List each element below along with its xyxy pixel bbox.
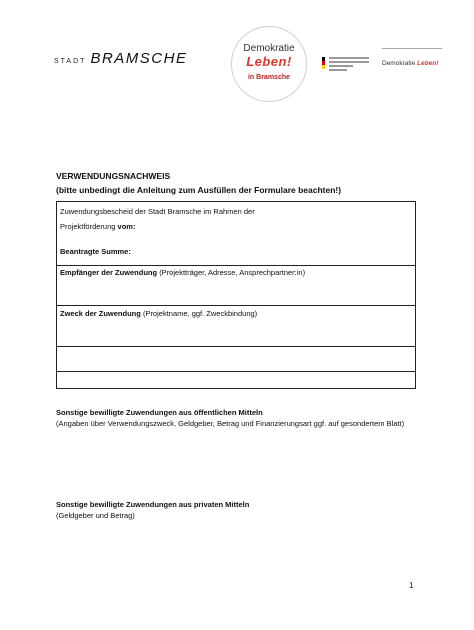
logo-bramsche-word: BRAMSCHE — [90, 50, 188, 67]
federal-ministry-logo — [322, 46, 374, 74]
section-public-funding-note: (Angaben über Verwendungszweck, Geldgeber, Betrag und Finanzierungsart ggf. auf gesondertem Blatt) — [56, 419, 405, 428]
logo-line-in-bramsche: in Bramsche — [247, 74, 291, 81]
page-number: 1 — [409, 581, 414, 590]
form-row-zweck[interactable] — [57, 306, 415, 347]
section-private-funding-note: (Geldgeber und Betrag) — [56, 511, 135, 520]
demokratie-leben-bramsche-logo — [231, 26, 307, 102]
form-row-bescheid[interactable] — [57, 202, 415, 266]
page-title: VERWENDUNGSNACHWEIS — [56, 171, 171, 181]
program-caption-lines — [382, 48, 442, 51]
german-flag-icon — [322, 57, 325, 69]
ministry-name-lines — [329, 57, 369, 73]
page-subtitle: (bitte unbedingt die Anleitung zum Ausfüllen der Formulare beachten!) — [56, 185, 342, 195]
form-row-empty-2[interactable] — [57, 372, 415, 388]
brand-wordmark: Demokratie Leben! — [382, 60, 439, 67]
zweck-label: Zweck der Zuwendung (Projektname, ggf. Zweckbindung) — [60, 309, 258, 318]
bescheid-label-line1: Zuwendungsbescheid der Stadt Bramsche im Rahmen der — [60, 207, 255, 216]
logo-stadt-word: STADT — [54, 58, 87, 65]
empfaenger-label: Empfänger der Zuwendung (Projektträger, Adresse, Ansprechpartner:in) — [60, 268, 306, 277]
form-row-empfaenger[interactable] — [57, 266, 415, 306]
stadt-bramsche-logo — [54, 50, 187, 67]
beantragte-summe-label: Beantragte Summe: — [60, 247, 131, 256]
logo-line-leben: Leben! — [246, 54, 292, 69]
section-private-funding-title: Sonstige bewilligte Zuwendungen aus privaten Mitteln — [56, 500, 250, 509]
form-row-empty-1[interactable] — [57, 347, 415, 372]
logo-line-demokratie: Demokratie — [243, 43, 295, 54]
form-table — [56, 201, 416, 389]
demokratie-leben-brand-logo — [382, 46, 448, 74]
bescheid-label-line2: Projektförderung vom: — [60, 222, 136, 231]
section-public-funding-title: Sonstige bewilligte Zuwendungen aus öffentlichen Mitteln — [56, 408, 263, 417]
